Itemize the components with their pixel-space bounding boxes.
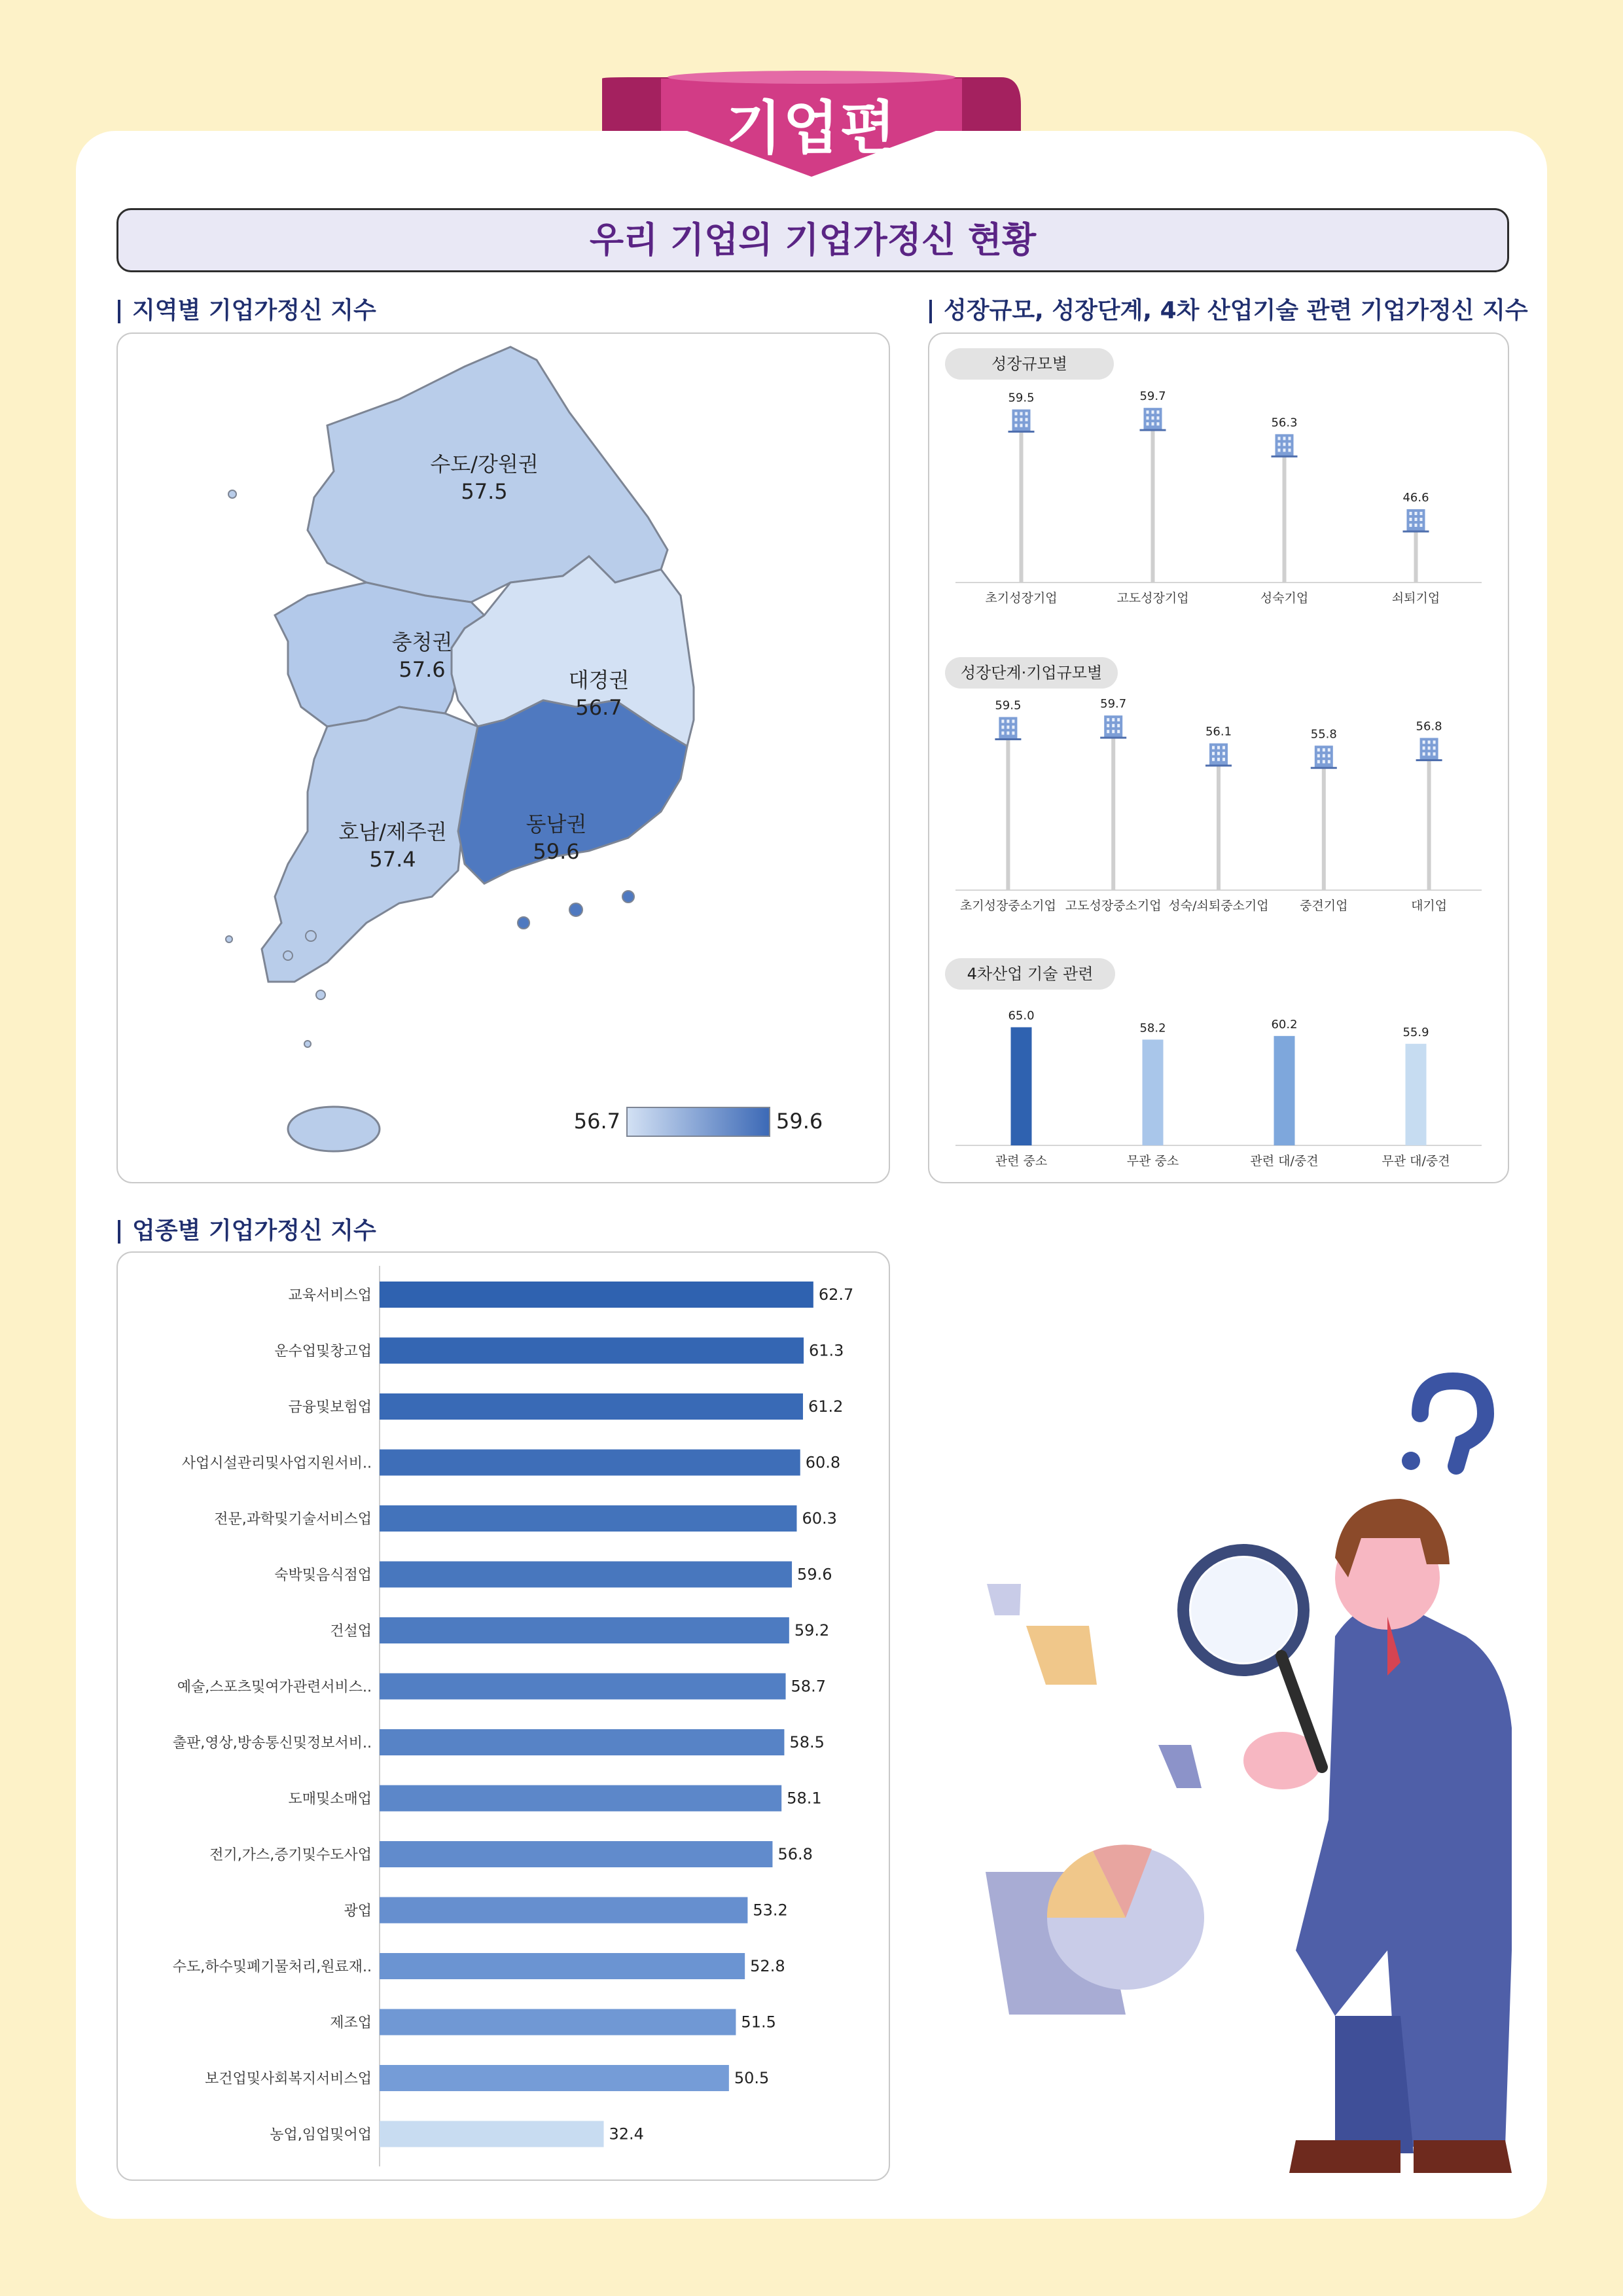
map-value-sudo-gangwon: 57.5 — [461, 479, 508, 504]
building-icon — [1100, 715, 1126, 738]
map-value-chungcheong: 57.6 — [399, 657, 446, 682]
region-map-panel — [116, 332, 890, 1183]
map-label-daegyeong: 대경권 — [568, 668, 630, 692]
bar — [380, 1505, 796, 1532]
category-label: 성숙기업 — [1260, 591, 1309, 605]
question-mark-icon — [1402, 1381, 1486, 1470]
value-label: 60.3 — [802, 1509, 837, 1528]
building-icon — [1272, 434, 1298, 456]
value-label: 53.2 — [753, 1901, 788, 1920]
pie-graphic-icon — [1047, 1844, 1204, 1990]
map-value-honam-jeju: 57.4 — [369, 847, 416, 872]
value-label: 59.2 — [794, 1621, 830, 1640]
category-label: 중견기업 — [1300, 899, 1348, 913]
legend-gradient — [627, 1107, 770, 1136]
chart-growth-size — [929, 386, 1508, 635]
legend-max: 59.6 — [776, 1109, 823, 1134]
category-label: 사업시설관리및사업지원서비.. — [181, 1455, 372, 1472]
category-label: 건설업 — [330, 1623, 372, 1640]
value-label: 60.2 — [1271, 1017, 1298, 1031]
value-label: 61.2 — [808, 1397, 844, 1416]
bar — [1274, 1036, 1295, 1145]
category-label: 보건업및사회복지서비스업 — [204, 2071, 372, 2087]
bar — [1406, 1044, 1427, 1145]
bar — [380, 1282, 813, 1308]
category-label: 출판,영상,방송통신및정보서비.. — [172, 1735, 372, 1751]
building-icon — [1205, 744, 1232, 766]
page-title-box — [116, 208, 1509, 272]
category-label: 광업 — [344, 1903, 372, 1920]
category-label: 고도성장중소기업 — [1065, 899, 1162, 913]
bar — [380, 1674, 786, 1700]
header-badge: 기업편 — [726, 94, 897, 162]
jeju-island — [288, 1107, 380, 1151]
value-label: 58.7 — [791, 1677, 826, 1696]
building-icon — [1416, 738, 1442, 760]
value-label: 59.6 — [797, 1565, 832, 1584]
value-label: 62.7 — [818, 1285, 854, 1304]
value-label: 59.5 — [995, 698, 1022, 713]
bar — [380, 2009, 736, 2036]
category-label: 관련 중소 — [995, 1154, 1048, 1168]
value-label: 32.4 — [609, 2125, 644, 2144]
value-label: 58.2 — [1139, 1021, 1166, 1035]
pill-growth-stage: 성장단계·기업규모별 — [945, 657, 1118, 689]
detective-illustration — [969, 1361, 1531, 2186]
bar — [380, 1617, 789, 1643]
value-label: 56.3 — [1271, 416, 1298, 430]
bar — [380, 1338, 804, 1364]
page-title: 우리 기업의 기업가정신 현황 — [589, 219, 1037, 260]
bar — [380, 1450, 800, 1476]
value-label: 50.5 — [734, 2069, 770, 2087]
value-label: 55.8 — [1310, 727, 1337, 742]
bar — [380, 1393, 803, 1420]
category-label: 숙박및음식점업 — [274, 1567, 372, 1584]
category-label: 성숙/쇠퇴중소기업 — [1168, 899, 1269, 913]
bar — [380, 1729, 784, 1755]
bar — [380, 1841, 772, 1867]
category-label: 농업,임업및어업 — [270, 2126, 372, 2144]
chart-growth-stage — [929, 694, 1508, 942]
bar — [380, 2065, 729, 2091]
pill-growth-size: 성장규모별 — [945, 348, 1114, 380]
category-label: 무관 중소 — [1126, 1154, 1179, 1168]
category-label: 금융및보험업 — [288, 1399, 372, 1416]
value-label: 46.6 — [1402, 491, 1429, 505]
value-label: 65.0 — [1008, 1009, 1035, 1023]
category-label: 도매및소매업 — [288, 1791, 372, 1808]
value-label: 59.5 — [1008, 391, 1035, 405]
map-label-chungcheong: 충청권 — [391, 630, 453, 655]
category-label: 수도,하수및폐기물처리,원료재.. — [172, 1959, 372, 1975]
category-label: 교육서비스업 — [288, 1287, 372, 1304]
building-icon — [1140, 408, 1166, 430]
category-label: 대기업 — [1411, 899, 1448, 913]
legend-min: 56.7 — [573, 1109, 620, 1134]
value-label: 61.3 — [809, 1341, 844, 1360]
region-honam-jeju — [262, 707, 478, 982]
bar — [380, 1785, 781, 1812]
chart-industry — [118, 1253, 889, 2179]
section-title-region: 지역별 기업가정신 지수 — [118, 292, 376, 325]
building-icon — [995, 717, 1021, 740]
growth-panel — [928, 332, 1509, 1183]
value-label: 59.7 — [1139, 389, 1166, 404]
value-label: 60.8 — [805, 1453, 841, 1472]
bar — [380, 1562, 792, 1588]
value-label: 56.8 — [1416, 719, 1442, 734]
category-label: 제조업 — [330, 2015, 372, 2032]
value-label: 55.9 — [1402, 1025, 1429, 1039]
section-title-industry: 업종별 기업가정신 지수 — [118, 1212, 376, 1246]
section-title-growth: 성장규모, 성장단계, 4차 산업기술 관련 기업가정신 지수 — [929, 292, 1528, 325]
building-icon — [1403, 509, 1429, 531]
businessman-figure — [1183, 1499, 1512, 2173]
map-label-sudo-gangwon: 수도/강원권 — [430, 452, 539, 476]
map-value-dongnam: 59.6 — [533, 839, 580, 864]
bar — [1011, 1028, 1032, 1146]
category-label: 예술,스포츠및여가관련서비스.. — [177, 1679, 372, 1696]
map-label-dongnam: 동남권 — [526, 812, 587, 836]
pill-industry4: 4차산업 기술 관련 — [945, 958, 1115, 990]
industry-panel — [116, 1251, 890, 2181]
chart-industry4 — [929, 995, 1508, 1178]
category-label: 무관 대/중견 — [1382, 1154, 1450, 1168]
category-label: 전문,과학및기술서비스업 — [214, 1511, 372, 1528]
map-label-honam-jeju: 호남/제주권 — [338, 819, 447, 844]
bar — [380, 1953, 745, 1979]
map-value-daegyeong: 56.7 — [575, 695, 622, 720]
category-label: 관련 대/중견 — [1250, 1154, 1319, 1168]
category-label: 초기성장중소기업 — [959, 899, 1056, 913]
value-label: 52.8 — [750, 1957, 785, 1975]
bar — [1143, 1039, 1164, 1145]
value-label: 51.5 — [741, 2013, 776, 2032]
building-icon — [1008, 410, 1035, 432]
category-label: 운수업및창고업 — [274, 1343, 372, 1360]
value-label: 56.8 — [777, 1845, 813, 1863]
category-label: 초기성장기업 — [985, 591, 1058, 605]
category-label: 고도성장기업 — [1116, 591, 1189, 605]
korea-map — [118, 334, 889, 1182]
category-label: 쇠퇴기업 — [1391, 591, 1440, 605]
value-label: 59.7 — [1100, 697, 1127, 711]
bar — [380, 2121, 604, 2147]
value-label: 58.5 — [789, 1733, 825, 1751]
bar — [380, 1897, 747, 1924]
building-icon — [1311, 745, 1337, 768]
value-label: 58.1 — [787, 1789, 822, 1808]
value-label: 56.1 — [1205, 725, 1232, 739]
category-label: 전기,가스,증기및수도사업 — [209, 1847, 372, 1863]
